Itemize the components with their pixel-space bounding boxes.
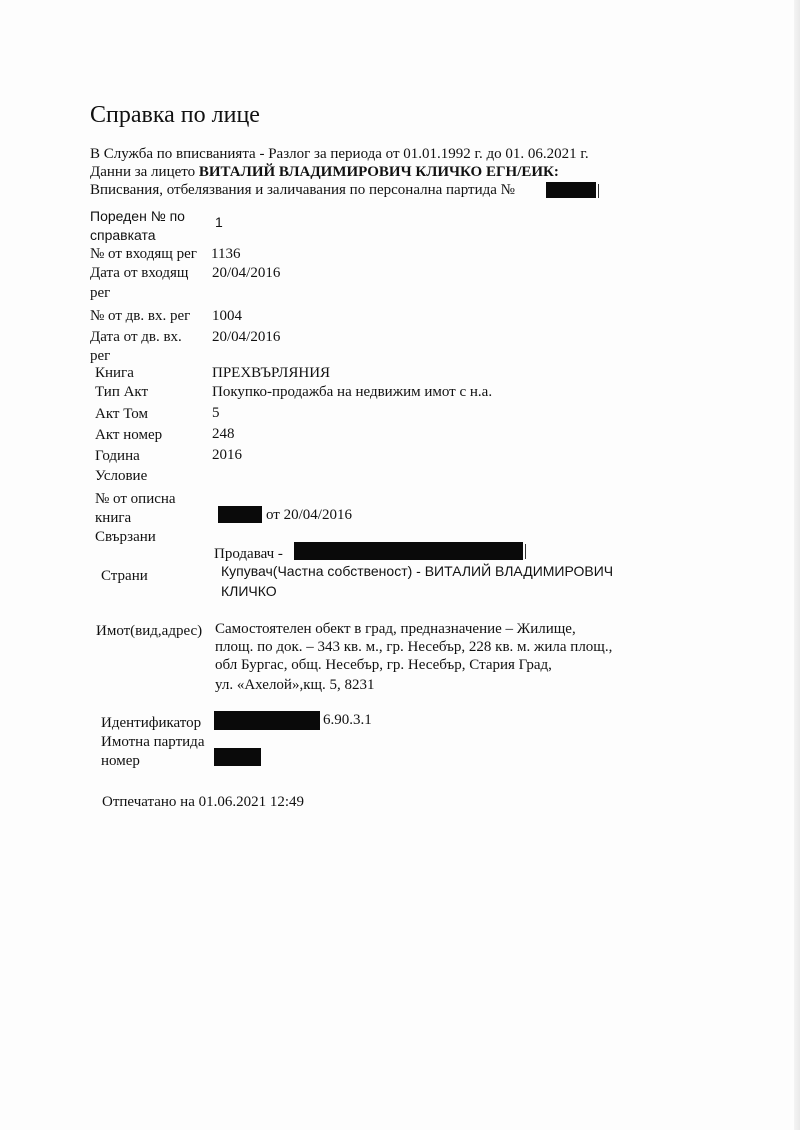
person-name: ВИТАЛИЙ ВЛАДИМИРОВИЧ КЛИЧКО ЕГН/ЕИК: (198, 164, 559, 180)
book-label: Книга (95, 365, 134, 381)
inventory-label-2: книга (95, 510, 132, 526)
person-line (90, 163, 559, 181)
act-volume-label: Акт Том (95, 406, 148, 422)
dv-reg-label: № от дв. вх. рег (90, 308, 191, 324)
property-line-4: ул. «Ахелой»,кщ. 5, 8231 (215, 677, 375, 693)
act-type-value: Покупко-продажба на недвижим имот с н.а. (212, 384, 493, 400)
redacted-identifier (214, 711, 320, 730)
dv-date-value: 20/04/2016 (212, 329, 281, 345)
act-type-label: Тип Акт (95, 384, 149, 400)
document-title: Справка по лице (90, 102, 260, 128)
property-line-1: Самостоятелен обект в град, предназначение – Жилище, (215, 621, 576, 637)
redaction-edge-seller (525, 544, 526, 559)
dv-date-label-1: Дата от дв. вх. (90, 329, 182, 345)
seq-label-2: справката (90, 227, 156, 243)
redacted-party-no (214, 748, 261, 766)
inventory-label-1: № от описна (95, 491, 176, 507)
buyer-line-2: КЛИЧКО (221, 583, 277, 599)
party-number-label-1: Имотна партида (101, 734, 205, 750)
parties-label: Страни (101, 568, 148, 584)
related-label: Свързани (95, 529, 156, 545)
year-value: 2016 (212, 447, 242, 463)
records-line: Вписвания, отбелязвания и заличавания по персонална партида № (90, 182, 515, 198)
property-label: Имот(вид,адрес) (96, 623, 203, 639)
act-number-label: Акт номер (95, 427, 163, 443)
seq-value: 1 (215, 214, 223, 230)
party-number-label-2: номер (101, 753, 140, 769)
redacted-seller (294, 542, 523, 560)
redacted-party-number (546, 182, 596, 198)
redaction-edge (598, 184, 599, 198)
in-reg-value: 1136 (211, 246, 241, 262)
book-value: ПРЕХВЪРЛЯНИЯ (212, 365, 331, 381)
act-number-value: 248 (212, 426, 235, 442)
in-reg-label: № от входящ рег (90, 246, 197, 262)
inventory-value: от 20/04/2016 (266, 507, 352, 523)
property-line-3: обл Бургас, общ. Несебър, гр. Несебър, Стария Град, (215, 657, 552, 673)
seq-label-1: Пореден № по (90, 208, 185, 224)
printed-timestamp: Отпечатано на 01.06.2021 12:49 (102, 794, 305, 810)
condition-label: Условие (95, 468, 148, 484)
redacted-inventory-number (218, 506, 262, 523)
in-date-label-1: Дата от входящ (90, 265, 189, 281)
in-date-label-2: рег (90, 285, 111, 301)
dv-reg-value: 1004 (212, 308, 242, 324)
year-label: Година (95, 448, 140, 464)
property-line-2: площ. по док. – 343 кв. м., гр. Несебър, 228 кв. м. жила площ., (215, 639, 613, 655)
service-line: В Служба по вписванията - Разлог за периода от 01.01.1992 г. до 01. 06.2021 г. (90, 146, 589, 162)
dv-date-label-2: рег (90, 348, 111, 364)
in-date-value: 20/04/2016 (212, 265, 281, 281)
buyer-line-1: Купувач(Частна собственост) - ВИТАЛИЙ ВЛАДИМИРОВИЧ (221, 563, 614, 579)
person-prefix: Данни за лицето (90, 164, 196, 180)
page-edge (794, 0, 800, 1130)
identifier-label: Идентификатор (101, 715, 202, 731)
seller-line: Продавач - (214, 546, 283, 562)
identifier-value: 6.90.3.1 (323, 712, 372, 728)
act-volume-value: 5 (212, 405, 220, 421)
